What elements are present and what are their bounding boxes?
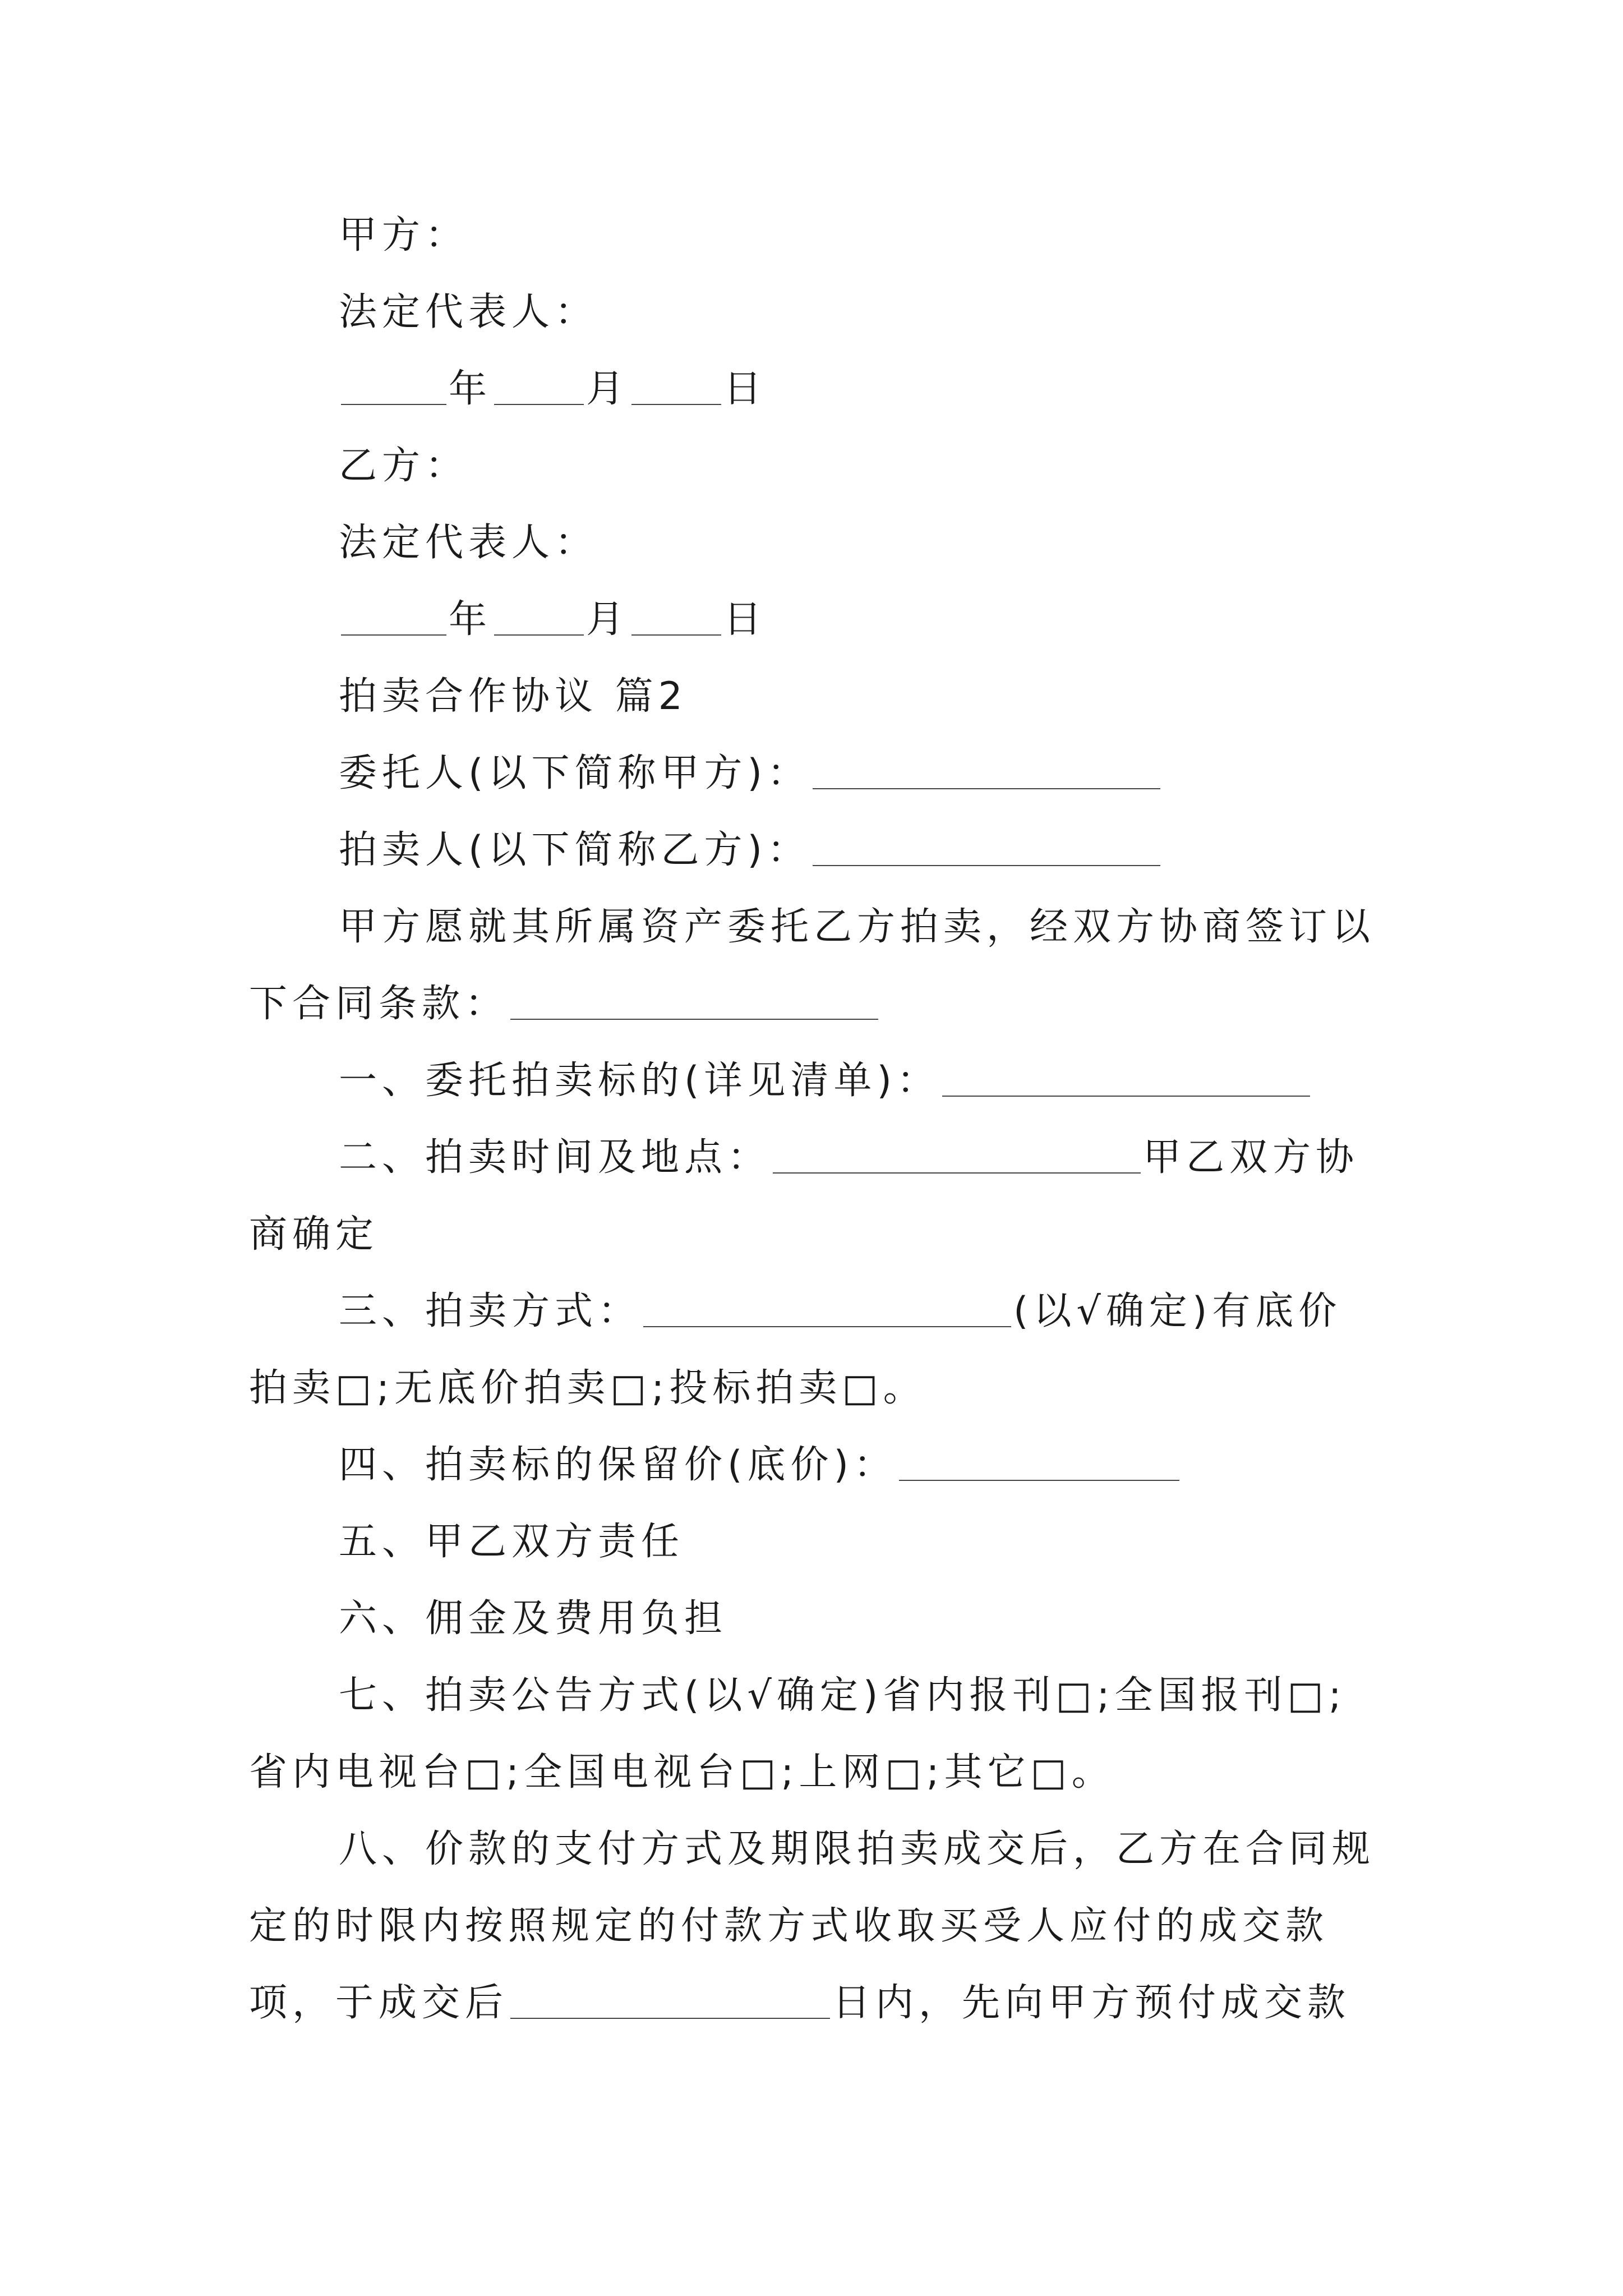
auctioneer-blank	[813, 830, 1160, 866]
clause-2-line-1: 二、拍卖时间及地点： 甲乙双方协	[339, 1135, 1359, 1180]
month-blank	[494, 369, 584, 405]
clause-1: 一、委托拍卖标的(详见清单)：	[339, 1050, 1312, 1112]
clause-8-line-2: 定的时限内按照规定的付款方式收取买受人应付的成交款	[249, 1904, 1329, 1948]
auctioneer-line: 拍卖人(以下简称乙方)：	[339, 820, 1163, 881]
method-blank	[643, 1291, 1011, 1327]
clause-7-line-1: 七、拍卖公告方式(以√确定)省内报刊□;全国报刊□;	[339, 1673, 1347, 1718]
intro-paragraph-line-1: 甲方愿就其所属资产委托乙方拍卖，经双方协商签订以	[339, 905, 1376, 949]
terms-blank	[510, 984, 878, 1020]
party-a-label: 甲方：	[339, 213, 469, 257]
time-place-blank	[773, 1138, 1141, 1174]
party-b-date-line: 年 月 日	[339, 589, 767, 651]
year-blank	[341, 600, 446, 636]
party-a-date-line: 年 月 日	[339, 358, 767, 420]
intro-paragraph-line-2: 下合同条款：	[249, 973, 880, 1035]
subject-blank	[942, 1061, 1310, 1097]
day-blank	[631, 600, 721, 636]
day-blank	[631, 369, 721, 405]
clause-4: 四、拍卖标的保留价(底价)：	[339, 1434, 1182, 1496]
reserve-price-blank	[899, 1445, 1179, 1481]
year-blank	[341, 369, 446, 405]
principal-line: 委托人(以下简称甲方)：	[339, 743, 1163, 804]
party-a-legal-representative-label: 法定代表人：	[339, 290, 598, 334]
clause-8-line-3: 项，于成交后 日内，先向甲方预付成交款	[249, 1981, 1351, 2025]
clause-7-line-2: 省内电视台□;全国电视台□;上网□;其它□。	[249, 1750, 1115, 1795]
party-b-legal-representative-label: 法定代表人：	[339, 521, 598, 565]
section-heading: 拍卖合作协议 篇2	[339, 674, 688, 719]
month-blank	[494, 600, 584, 636]
clause-3-line-1: 三、拍卖方式： (以√确定)有底价	[339, 1289, 1342, 1333]
clause-5: 五、甲乙双方责任	[339, 1520, 685, 1564]
days-blank	[510, 1983, 830, 2019]
party-b-label: 乙方：	[339, 444, 469, 488]
clause-8-line-1: 八、价款的支付方式及期限拍卖成交后，乙方在合同规	[339, 1827, 1376, 1871]
clause-2-line-2: 商确定	[249, 1212, 379, 1257]
principal-blank	[813, 753, 1160, 789]
clause-6: 六、佣金及费用负担	[339, 1596, 728, 1641]
clause-3-line-2: 拍卖□;无底价拍卖□;投标拍卖□。	[249, 1366, 926, 1410]
